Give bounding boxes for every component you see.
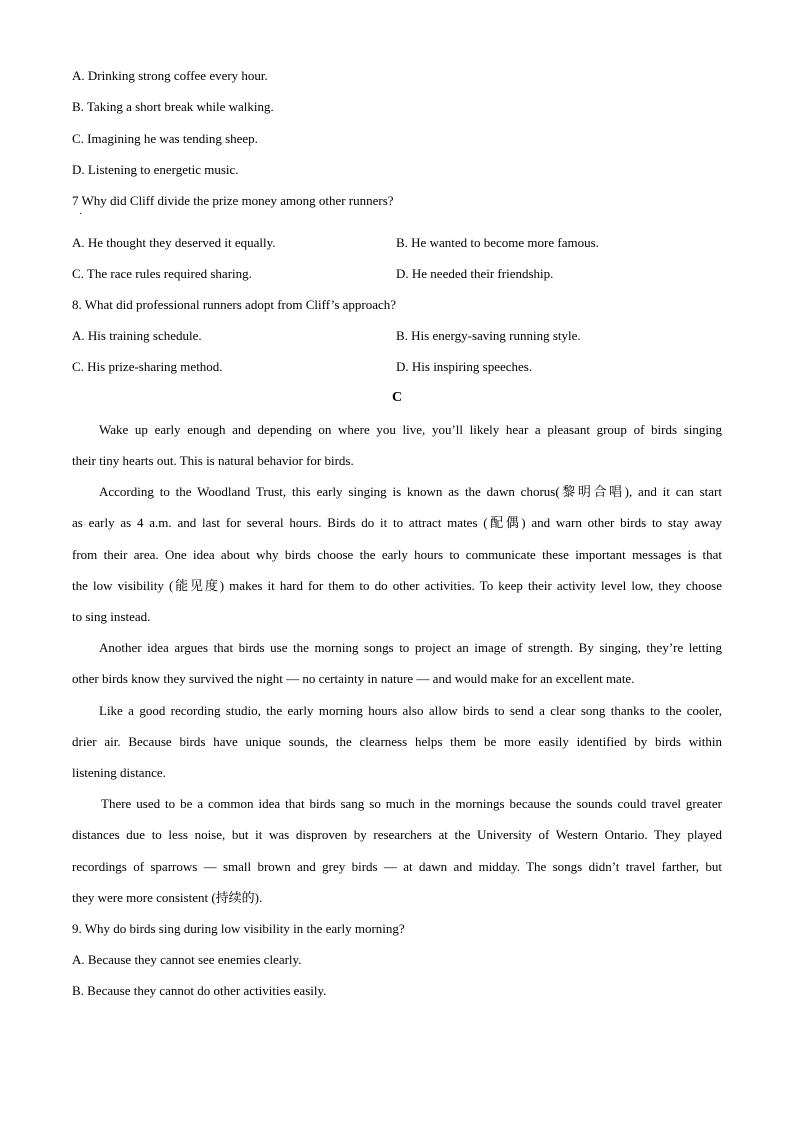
- q7-option-b: B. He wanted to become more famous.: [396, 235, 599, 250]
- passage-p2-line-5: to sing instead.: [72, 609, 151, 624]
- passage-p3-line-2: other birds know they survived the night — no certainty in nature — and would make for an excellent mate.: [72, 671, 635, 686]
- passage-p2-line-3: from their area. One idea about why birds choose the early hours to communicate these important messages is that: [72, 547, 722, 562]
- passage-p2-line-1: According to the Woodland Trust, this early singing is known as the dawn chorus(黎明合唱), and it can start: [99, 484, 722, 499]
- passage-p5-line-2: distances due to less noise, but it was disproven by researchers at the University of Western Ontario. They played: [72, 827, 722, 842]
- q8-option-b: B. His energy-saving running style.: [396, 328, 581, 343]
- passage-p2-line-4: the low visibility (能见度) makes it hard for them to do other activities. To keep their activity level low, they choose: [72, 578, 722, 593]
- passage-p4-line-2: drier air. Because birds have unique sounds, the clearness helps them be more easily identified by birds within: [72, 734, 722, 749]
- q8-stem: 8. What did professional runners adopt from Cliff’s approach?: [72, 297, 397, 312]
- section-title: C: [391, 390, 403, 405]
- q9-option-b: B. Because they cannot do other activities easily.: [72, 983, 327, 998]
- q7-option-d: D. He needed their friendship.: [396, 266, 554, 281]
- q8-option-d: D. His inspiring speeches.: [396, 359, 533, 374]
- q6-option-d: D. Listening to energetic music.: [72, 162, 239, 177]
- q6-option-a: A. Drinking strong coffee every hour.: [72, 68, 268, 83]
- q7-option-a: A. He thought they deserved it equally.: [72, 235, 276, 250]
- passage-p2-line-2: as early as 4 a.m. and last for several hours. Birds do it to attract mates (配偶) and warn other birds to stay away: [72, 515, 722, 530]
- q8-option-a: A. His training schedule.: [72, 328, 202, 343]
- passage-p4-line-1: Like a good recording studio, the early morning hours also allow birds to send a clear song thanks to the cooler,: [99, 703, 722, 718]
- q7-stem: 7 Why did Cliff divide the prize money among other runners?: [72, 193, 394, 208]
- stray-dot-mark: ·: [79, 209, 83, 220]
- passage-p5-line-1: There used to be a common idea that birds sang so much in the mornings because the sounds could travel greater: [101, 796, 722, 811]
- passage-p3-line-1: Another idea argues that birds use the morning songs to project an image of strength. By singing, they’re letting: [99, 640, 722, 655]
- passage-p4-line-3: listening distance.: [72, 765, 166, 780]
- q7-option-c: C. The race rules required sharing.: [72, 266, 252, 281]
- q9-stem: 9. Why do birds sing during low visibility in the early morning?: [72, 921, 405, 936]
- passage-p1-line-2: their tiny hearts out. This is natural behavior for birds.: [72, 453, 354, 468]
- passage-p5-line-3: recordings of sparrows — small brown and grey birds — at dawn and midday. The songs didn’t travel farther, but: [72, 859, 722, 874]
- q9-option-a: A. Because they cannot see enemies clearly.: [72, 952, 302, 967]
- q6-option-b: B. Taking a short break while walking.: [72, 99, 274, 114]
- q8-option-c: C. His prize-sharing method.: [72, 359, 223, 374]
- q6-option-c: C. Imagining he was tending sheep.: [72, 131, 258, 146]
- passage-p1-line-1: Wake up early enough and depending on where you live, you’ll likely hear a pleasant group of birds singing: [99, 422, 722, 437]
- passage-p5-line-4: they were more consistent (持续的).: [72, 890, 263, 905]
